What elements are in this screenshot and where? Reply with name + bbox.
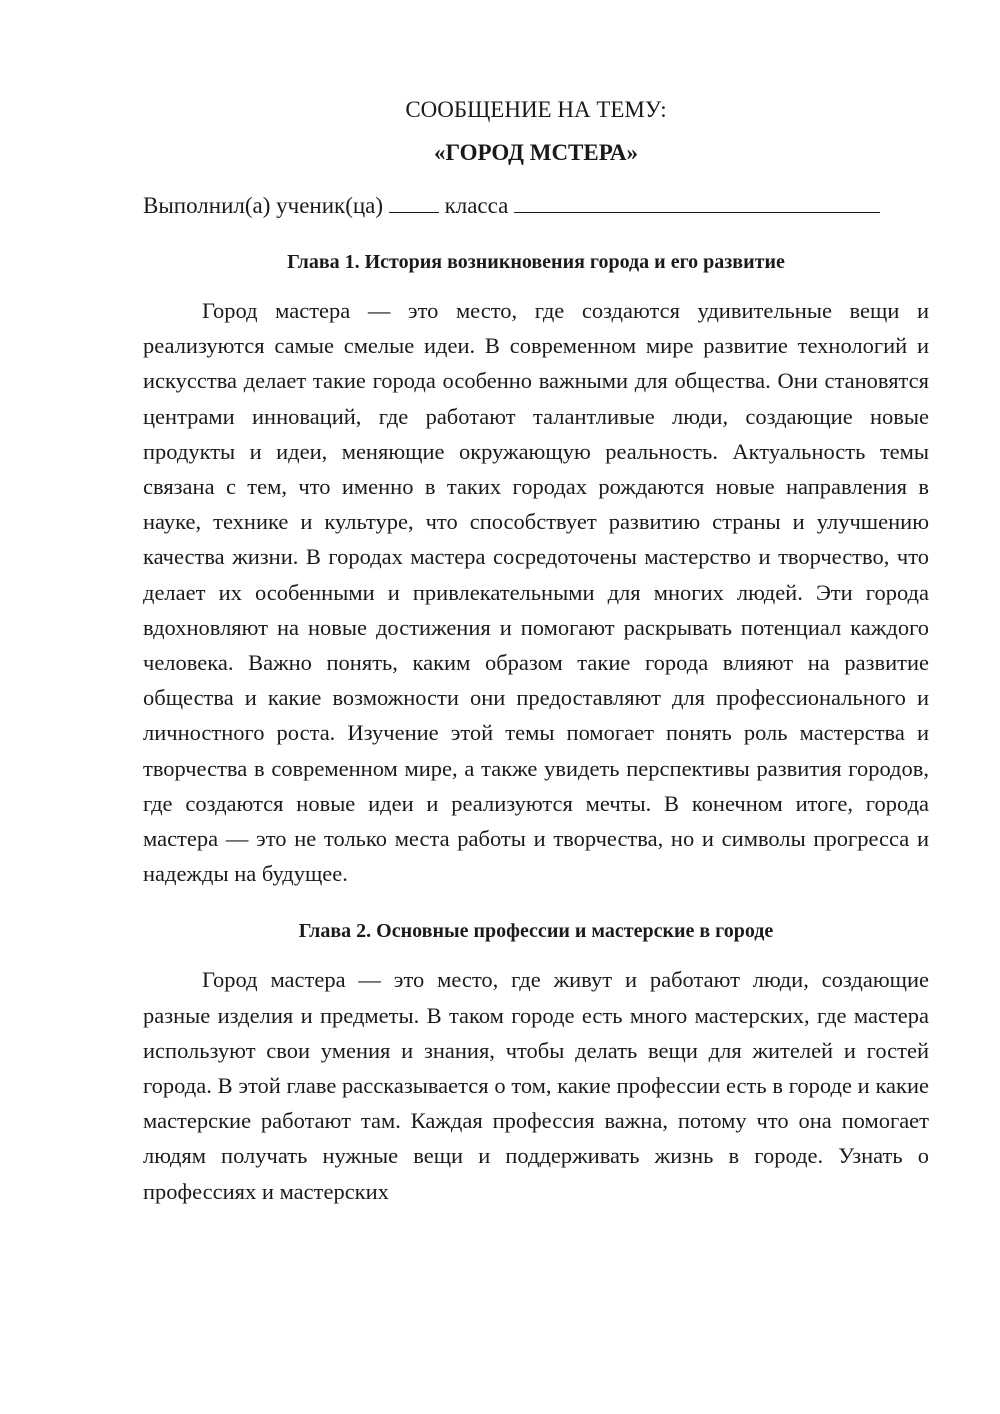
author-line [143,188,929,224]
chapter-1-title: Глава 1. История возникновения города и его развитие [287,251,785,273]
chapter-2-title: Глава 2. Основные профессии и мастерские в городе [298,920,774,943]
author-label: Выполнил(а) ученик(ца) [143,193,384,218]
chapter-2-paragraph: Город мастера — это место, где живут и работают люди, создающие разные изделия и предметы. В таком городе есть много мастерских, где мастера используют свои умения и знания, чтобы делать вещи для жителей и гостей города. В этой главе рассказывается о том, какие профессии есть в городе и какие мастерские работают там. Каждая профессия важна, потому что она помогает людям получать нужные вещи и поддерживать жизнь в городе. Узнать о профессиях и мастерских [143,967,929,1204]
class-name-blank [514,188,880,213]
document-page [143,92,929,1209]
class-label: класса [444,193,509,218]
document-title: «ГОРОД МСТЕРА» [434,140,638,165]
grade-number-blank [389,188,439,213]
document-header: СООБЩЕНИЕ НА ТЕМУ: [405,97,667,122]
chapter-1-paragraph: Город мастера — это место, где создаются удивительные вещи и реализуются самые смелые идеи. В современном мире развитие технологий и искусства делает такие города особенно важными для общества. Они становятся центрами инноваций, где работают талантливые люди, создающие новые продукты и идеи, меняющие окружающую реальность. Актуальность темы связана с тем, что именно в таких городах рождаются новые направления в науке, технике и культуре, что способствует развитию страны и улучшению качества жизни. В городах мастера сосредоточены мастерство и творчество, что делает их особенными и привлекательными для многих людей. Эти города вдохновляют на новые достижения и помогают раскрывать потенциал каждого человека. Важно понять, каким образом такие города влияют на развитие общества и какие возможности они предоставляют для профессионального и личностного роста. Изучение этой темы помогает понять роль мастерства и творчества в современном мире, а также увидеть перспективы развития городов, где создаются новые идеи и реализуются мечты. В конечном итоге, города мастера — это не только места работы и творчества, но и символы прогресса и надежды на будущее. [143,298,929,887]
